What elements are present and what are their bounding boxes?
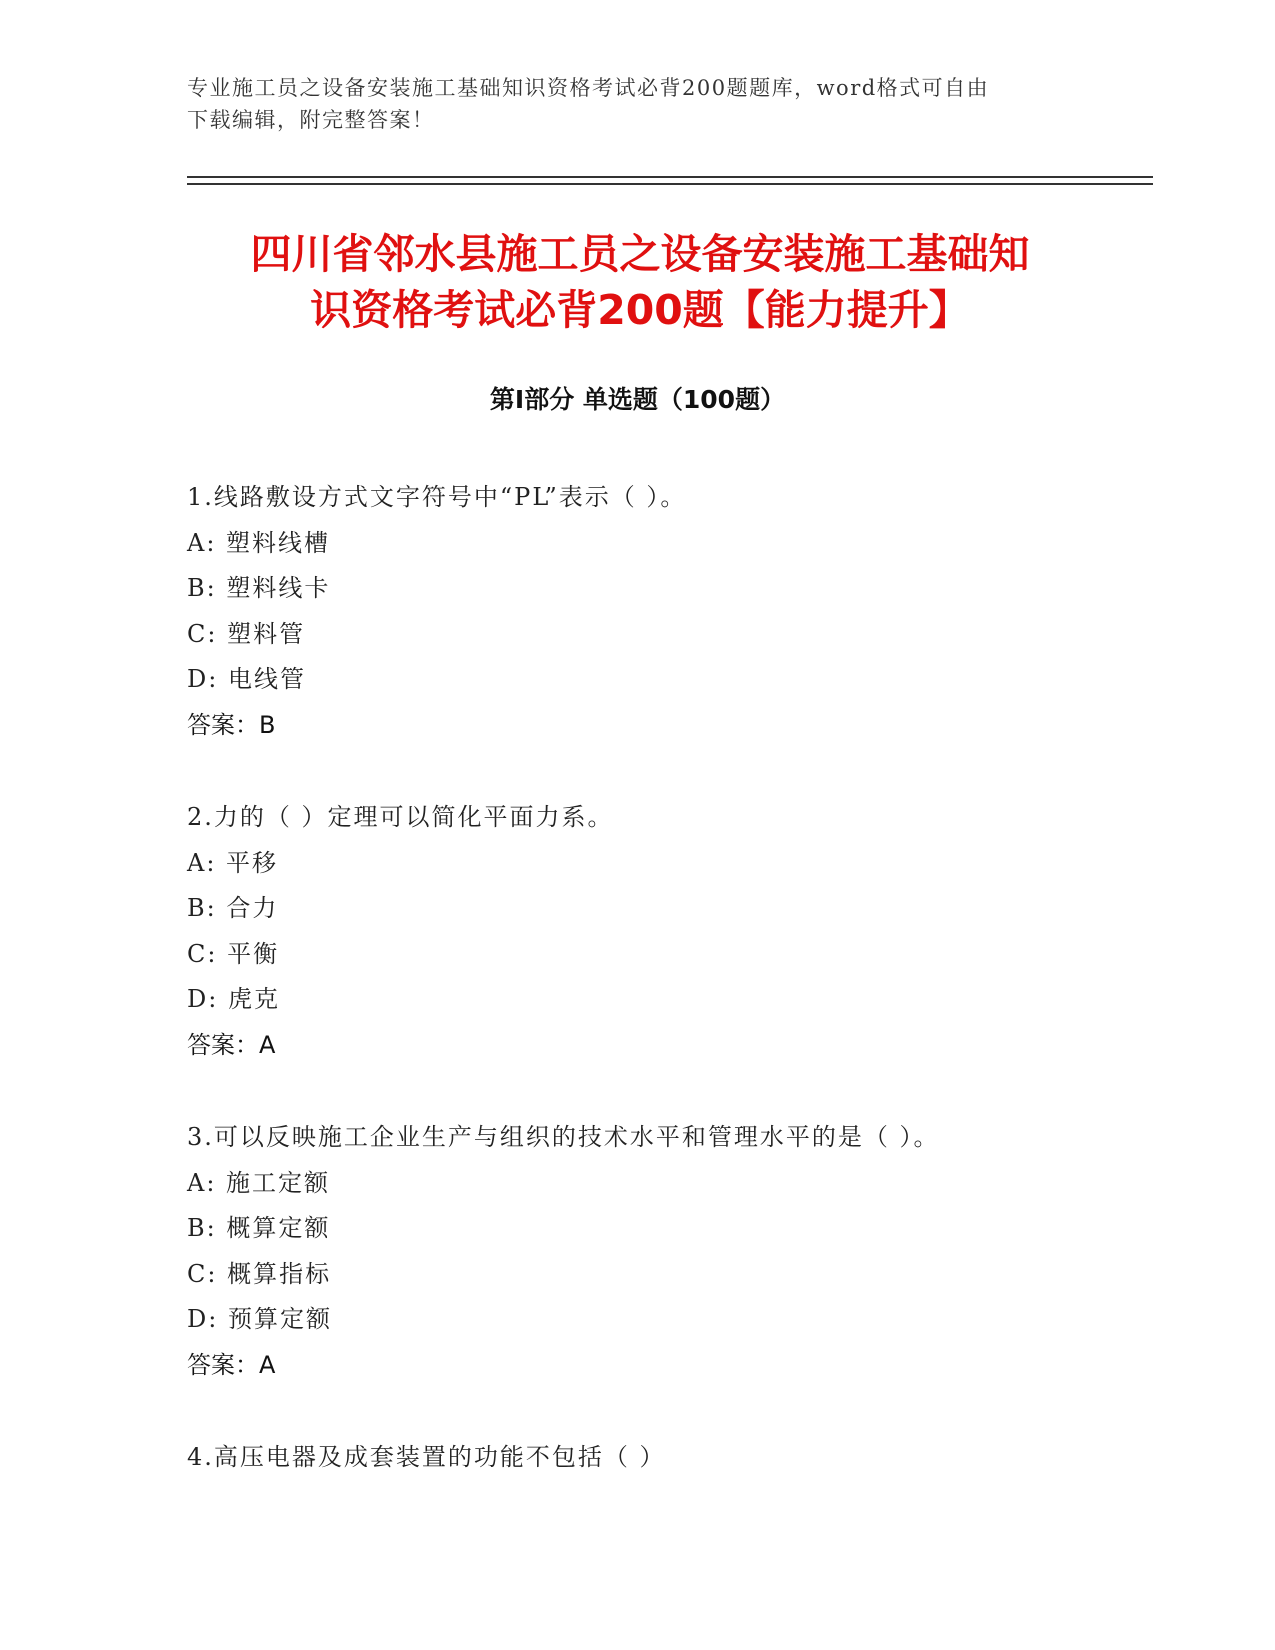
answer: 答案：A <box>187 1350 276 1379</box>
header-divider-bottom <box>187 183 1153 185</box>
question-stem: 3.可以反映施工企业生产与组织的技术水平和管理水平的是（ ）。 <box>187 1123 940 1151</box>
question-stem: 2.力的（ ）定理可以简化平面力系。 <box>187 803 614 831</box>
header-note-line-2: 下载编辑，附完整答案！ <box>187 108 435 132</box>
option-d: D: 虎克 <box>187 985 280 1013</box>
question-3 <box>187 1115 1147 1388</box>
document-title-line-2: 识资格考试必背200题【能力提升】 <box>310 286 970 334</box>
header-note-line-1: 专业施工员之设备安装施工基础知识资格考试必背200题题库，word格式可自由 <box>187 76 990 100</box>
header-divider-top <box>187 176 1153 178</box>
section-heading: 第Ⅰ部分 单选题（100题） <box>489 385 786 414</box>
answer: 答案：A <box>187 1030 276 1059</box>
option-c: C: 塑料管 <box>187 619 306 648</box>
answer: 答案：B <box>187 710 276 739</box>
option-b: B: 概算定额 <box>187 1214 331 1242</box>
question-1 <box>187 475 1147 748</box>
document-title-line-1: 四川省邻水县施工员之设备安装施工基础知 <box>250 230 1030 278</box>
option-a: A: 平移 <box>187 848 279 877</box>
question-4 <box>187 1435 1147 1481</box>
option-a: A: 施工定额 <box>187 1168 331 1197</box>
question-stem: 4.高压电器及成套装置的功能不包括（ ） <box>187 1443 666 1471</box>
option-b: B: 合力 <box>187 894 279 922</box>
option-d: D: 预算定额 <box>187 1305 332 1333</box>
option-d: D: 电线管 <box>187 665 306 693</box>
question-stem: 1.线路敷设方式文字符号中“PL”表示（ ）。 <box>187 483 687 511</box>
option-c: C: 概算指标 <box>187 1259 332 1288</box>
option-c: C: 平衡 <box>187 939 280 968</box>
option-b: B: 塑料线卡 <box>187 574 331 602</box>
header-note <box>187 72 1067 136</box>
question-list <box>187 475 1147 1528</box>
document-title <box>160 226 1120 338</box>
option-a: A: 塑料线槽 <box>187 528 331 557</box>
question-2 <box>187 795 1147 1068</box>
